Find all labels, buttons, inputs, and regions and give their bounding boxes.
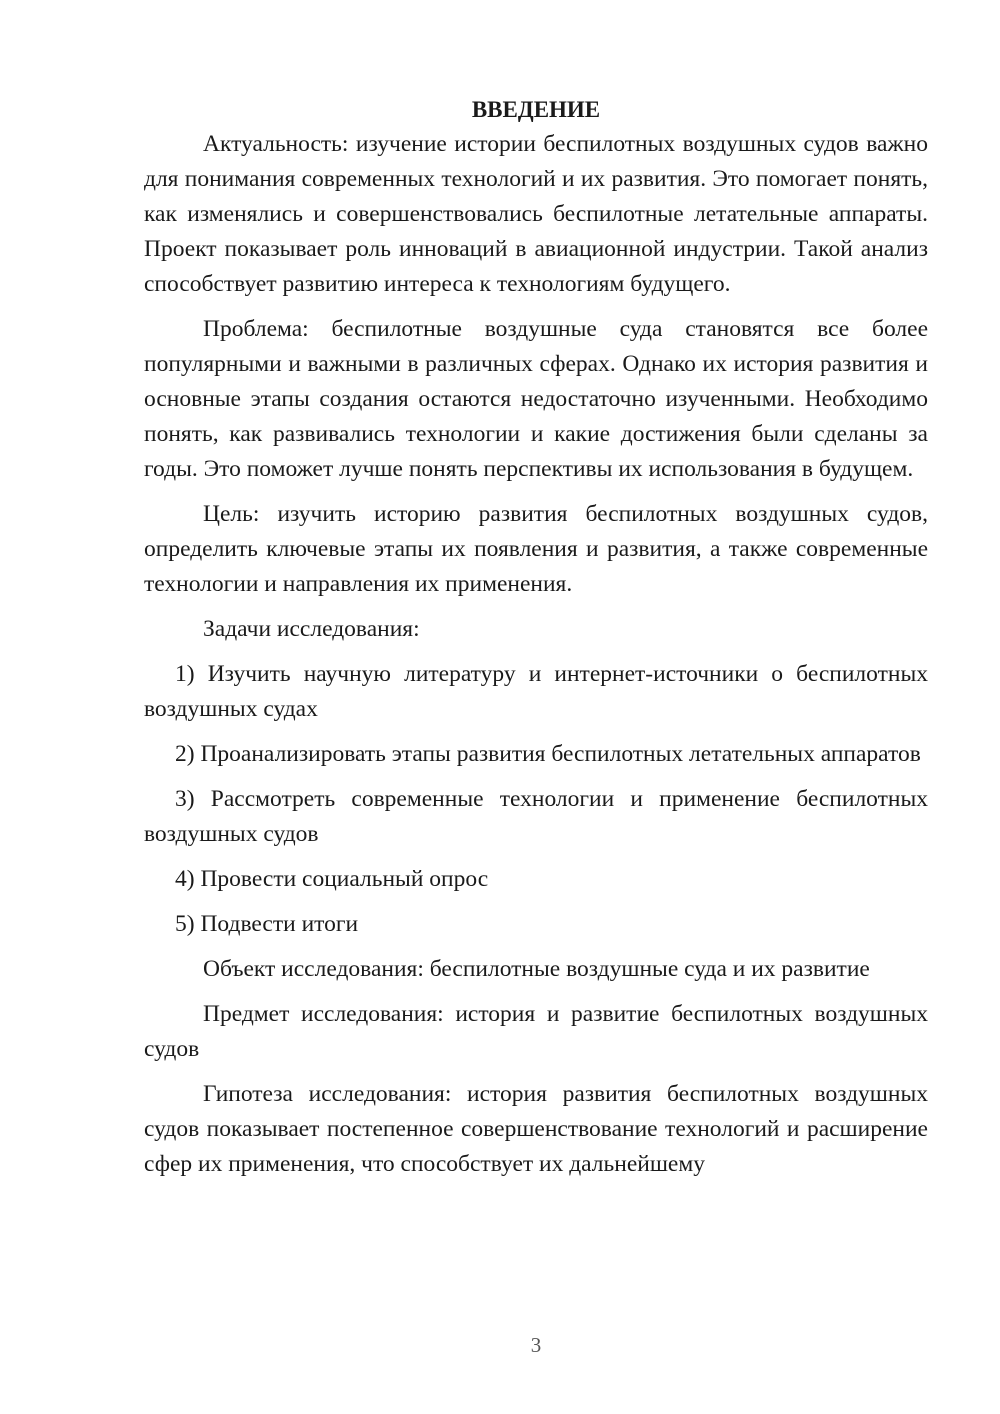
- task-item-5: 5) Подвести итоги: [175, 911, 359, 937]
- task-item-1: 1) Изучить научную литературу и интернет-источники о беспилотных воздушных судах: [144, 661, 928, 722]
- tasks-heading: Задачи исследования:: [203, 616, 420, 642]
- paragraph-subject: Предмет исследования: история и развитие беспилотных воздушных судов: [144, 1001, 928, 1062]
- task-item-3: 3) Рассмотреть современные технологии и применение беспилотных воздушных судов: [144, 786, 928, 847]
- paragraph-hypothesis: Гипотеза исследования: история развития беспилотных воздушных судов показывает постепенное совершенствование технологий и расширение сфер их применения, что способствует их дальнейшему: [144, 1081, 928, 1177]
- task-item-2: 2) Проанализировать этапы развития беспилотных летательных аппаратов: [175, 741, 921, 767]
- paragraph-relevance: Актуальность: изучение истории беспилотных воздушных судов важно для понимания современных технологий и их развития. Это помогает понять, как изменялись и совершенствовались беспилотные летательные аппараты. Проект показывает роль инноваций в авиационной индустрии. Такой анализ способствует развитию интереса к технологиям будущего.: [144, 131, 928, 297]
- page-number: 3: [530, 1333, 542, 1357]
- paragraph-goal: Цель: изучить историю развития беспилотных воздушных судов, определить ключевые этапы их появления и развития, а также современные технологии и направления их применения.: [144, 501, 928, 597]
- page-content: [144, 92, 928, 1192]
- paragraph-problem: Проблема: беспилотные воздушные суда становятся все более популярными и важными в различных сферах. Однако их история развития и основные этапы создания остаются недостаточно изученными. Необходимо понять, как развивались технологии и какие достижения были сделаны за годы. Это поможет лучше понять перспективы их использования в будущем.: [144, 316, 928, 482]
- task-item-4: 4) Провести социальный опрос: [175, 866, 489, 892]
- paragraph-object: Объект исследования: беспилотные воздушные суда и их развитие: [203, 956, 870, 982]
- section-heading: ВВЕДЕНИЕ: [471, 97, 601, 122]
